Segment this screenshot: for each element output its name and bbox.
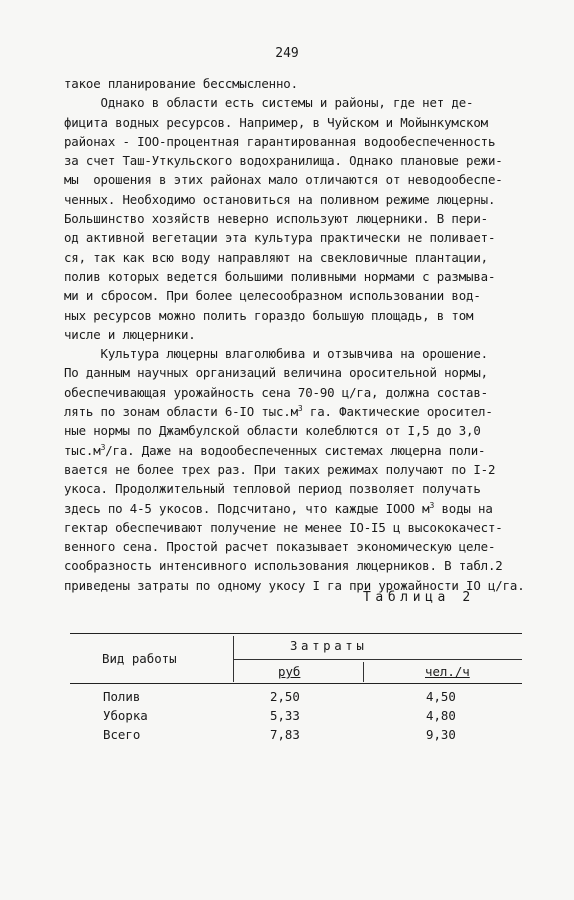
row-man-hours: 4,80 <box>426 708 456 723</box>
text-line: приведены затраты по одному укосу I га при урожайности IO ц/га. <box>64 577 525 593</box>
text-line <box>64 441 534 460</box>
text-line: фицита водных ресурсов. Например, в Чуйском и Мойынкумском <box>64 114 488 130</box>
table-header-rule <box>233 659 522 660</box>
text-line: полив которых ведется большими поливными нормами с размыва- <box>64 268 496 284</box>
text-line: По данным научных организаций величина оросительной нормы, <box>64 365 488 381</box>
text-line: вается не более трех раз. При таких режимах получают по I-2 <box>64 461 496 477</box>
row-name: Всего <box>103 727 141 742</box>
text-line: Однако в области есть системы и районы, где нет де- <box>64 95 474 111</box>
text-line: сообразность интенсивного использования люцерников. В табл.2 <box>64 558 503 574</box>
table-subcolumn-divider <box>363 662 364 682</box>
text-line: обеспечивающая урожайность сена 70-90 ц/га, должна состав- <box>64 384 488 400</box>
row-man-hours: 4,50 <box>426 689 456 704</box>
header-rub: руб <box>278 664 301 679</box>
table-header-bottom-rule <box>70 683 522 684</box>
table-caption: Таблица 2 <box>363 590 475 605</box>
table-top-rule <box>70 633 522 634</box>
text-line: такое планирование бессмысленно. <box>64 76 298 91</box>
text-segment: тыс.м <box>64 442 101 458</box>
table-row <box>70 708 522 727</box>
row-rub: 7,83 <box>270 727 300 742</box>
text-line: мы орошения в этих районах мало отличаются от неводообеспе- <box>64 172 503 188</box>
text-line: венного сена. Простой расчет показывает экономическую целе- <box>64 539 496 555</box>
text-line: ных ресурсов можно полить гораздо большую площадь, в том <box>64 307 474 323</box>
text-line <box>64 402 534 421</box>
header-work-type: Вид работы <box>102 651 177 666</box>
text-segment: /га. Даже на водообеспеченных системах люцерна поли- <box>105 442 486 458</box>
page-number: 249 <box>275 46 299 61</box>
text-line: Культура люцерны влаголюбива и отзывчива на орошение. <box>64 346 488 362</box>
row-rub: 2,50 <box>270 689 300 704</box>
header-man-hours: чел./ч <box>425 664 470 679</box>
row-rub: 5,33 <box>270 708 300 723</box>
text-line <box>64 499 534 518</box>
text-segment: га. Фактические оросител- <box>302 404 493 420</box>
body-text <box>64 74 534 595</box>
text-line: ченных. Необходимо остановиться на поливном режиме люцерны. <box>64 191 496 207</box>
superscript: 3 <box>297 404 303 414</box>
superscript: 3 <box>429 500 435 510</box>
table-row <box>70 727 522 746</box>
text-line: од активной вегетации эта культура практически не поливает- <box>64 230 496 246</box>
text-line: районах - IOO-процентная гарантированная водообеспеченность <box>64 133 496 149</box>
row-name: Уборка <box>103 708 148 723</box>
text-line: ми и сбросом. При более целесообразном использовании вод- <box>64 288 481 304</box>
superscript: 3 <box>100 442 106 452</box>
text-segment: здесь по 4-5 укосов. Подсчитано, что каждые IOOO м <box>64 500 430 516</box>
text-line: за счет Таш-Уткульского водохранилища. Однако плановые режи- <box>64 153 503 169</box>
text-segment: воды на <box>434 500 493 516</box>
header-costs: Затраты <box>290 638 368 653</box>
text-line: ся, так как всю воду направляют на свекловичные плантации, <box>64 249 488 265</box>
row-name: Полив <box>103 689 141 704</box>
text-line: ные нормы по Джамбулской области колеблются от I,5 до 3,0 <box>64 423 481 439</box>
row-man-hours: 9,30 <box>426 727 456 742</box>
text-segment: лять по зонам области 6-IO тыс.м <box>64 404 298 420</box>
text-line: гектар обеспечивают получение не менее IO-I5 ц высококачест- <box>64 519 503 535</box>
table-row <box>70 689 522 708</box>
text-line: Большинство хозяйств неверно используют люцерники. В пери- <box>64 211 488 227</box>
text-line: укоса. Продолжительный тепловой период позволяет получать <box>64 481 481 497</box>
text-line: числе и люцерники. <box>64 326 196 342</box>
